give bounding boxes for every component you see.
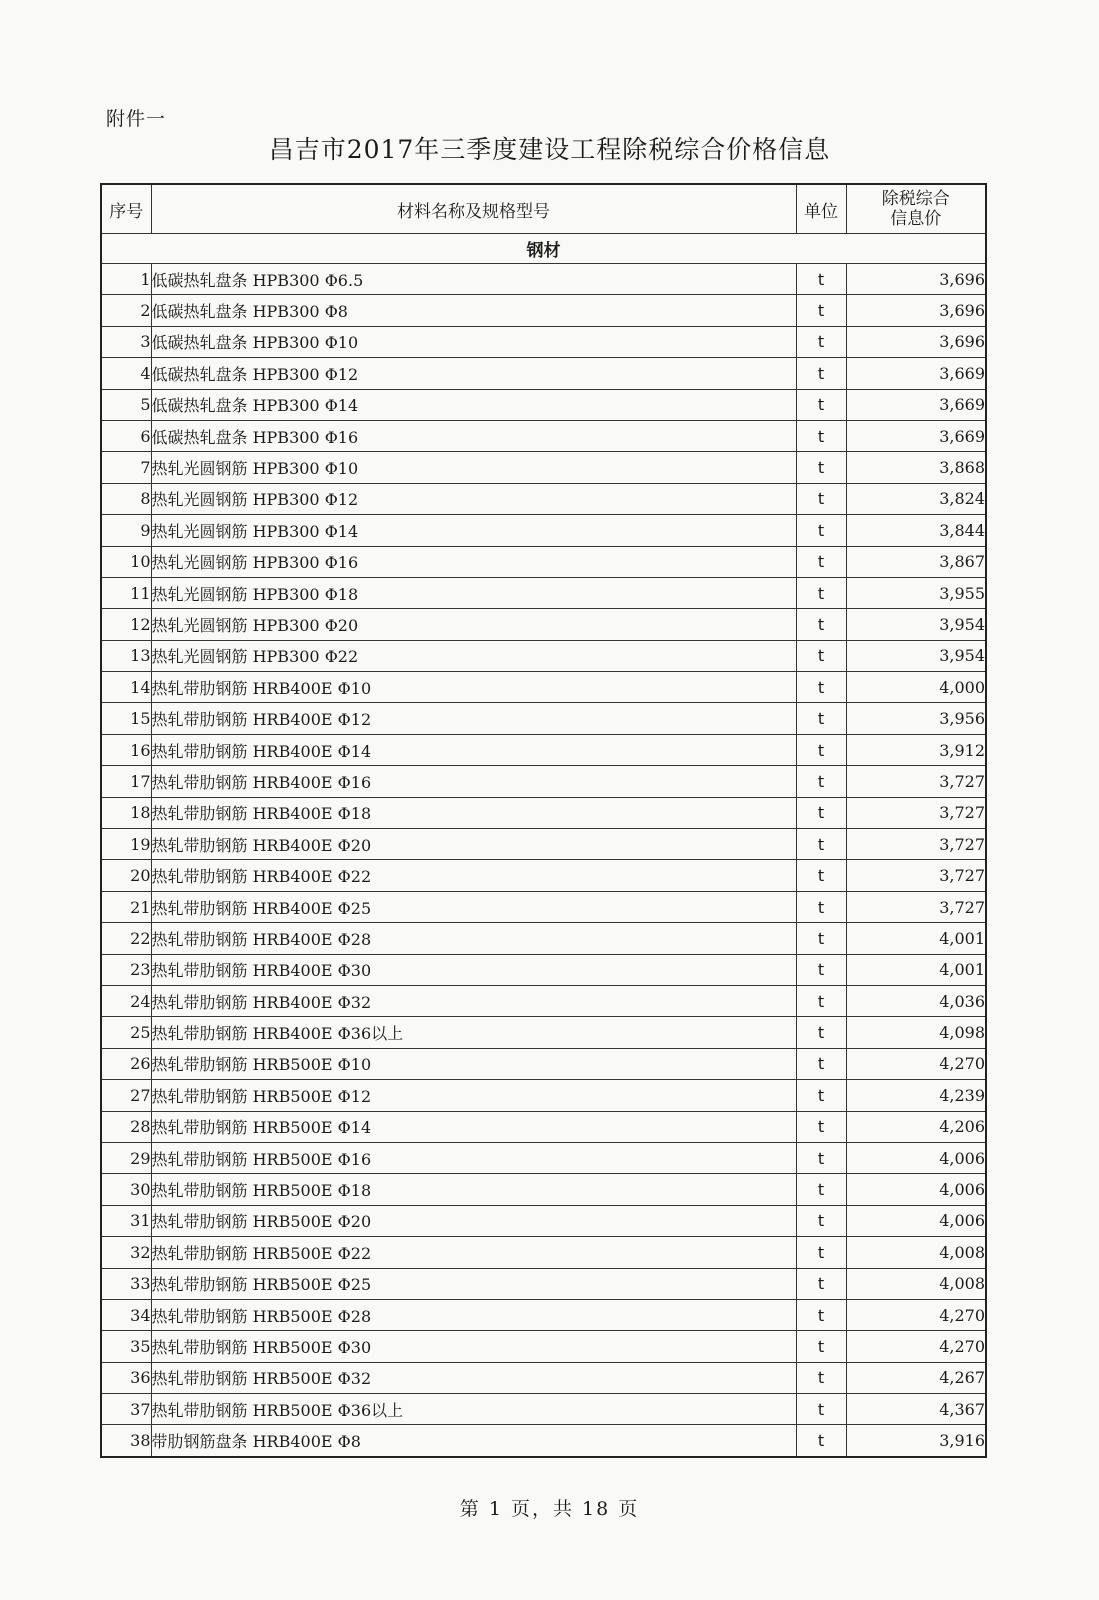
cell-price: 4,008 bbox=[846, 1268, 986, 1299]
attachment-label: 附件一 bbox=[106, 108, 167, 130]
category-label: 钢材 bbox=[101, 234, 986, 264]
table-row bbox=[101, 640, 986, 671]
cell-unit: t bbox=[796, 703, 846, 734]
table-row bbox=[101, 860, 986, 891]
cell-price: 4,008 bbox=[846, 1237, 986, 1268]
cell-unit: t bbox=[796, 1017, 846, 1048]
table-row bbox=[101, 1299, 986, 1330]
table-row bbox=[101, 766, 986, 797]
cell-no: 34 bbox=[101, 1299, 151, 1330]
header-price bbox=[846, 184, 986, 234]
cell-price: 4,006 bbox=[846, 1142, 986, 1173]
table-row bbox=[101, 1111, 986, 1142]
cell-no: 28 bbox=[101, 1111, 151, 1142]
cell-price: 3,727 bbox=[846, 766, 986, 797]
cell-price: 4,267 bbox=[846, 1362, 986, 1393]
table-row bbox=[101, 1394, 986, 1425]
table-row bbox=[101, 1142, 986, 1173]
table-row bbox=[101, 452, 986, 483]
cell-unit: t bbox=[796, 1362, 846, 1393]
cell-price: 3,669 bbox=[846, 389, 986, 420]
cell-price: 3,669 bbox=[846, 420, 986, 451]
cell-name: 热轧带肋钢筋 HRB400E Φ28 bbox=[151, 923, 796, 954]
table-row bbox=[101, 1425, 986, 1457]
cell-price: 4,098 bbox=[846, 1017, 986, 1048]
cell-unit: t bbox=[796, 985, 846, 1016]
cell-name: 低碳热轧盘条 HPB300 Φ12 bbox=[151, 358, 796, 389]
cell-price: 3,954 bbox=[846, 640, 986, 671]
cell-no: 38 bbox=[101, 1425, 151, 1457]
cell-name: 热轧带肋钢筋 HRB500E Φ30 bbox=[151, 1331, 796, 1362]
cell-name: 热轧带肋钢筋 HRB400E Φ12 bbox=[151, 703, 796, 734]
cell-price: 3,956 bbox=[846, 703, 986, 734]
cell-no: 19 bbox=[101, 829, 151, 860]
cell-name: 热轧带肋钢筋 HRB400E Φ14 bbox=[151, 734, 796, 765]
cell-no: 37 bbox=[101, 1394, 151, 1425]
cell-name: 热轧光圆钢筋 HPB300 Φ10 bbox=[151, 452, 796, 483]
table-row bbox=[101, 672, 986, 703]
cell-name: 热轧带肋钢筋 HRB500E Φ28 bbox=[151, 1299, 796, 1330]
cell-no: 27 bbox=[101, 1080, 151, 1111]
table-row bbox=[101, 389, 986, 420]
cell-name: 热轧带肋钢筋 HRB500E Φ25 bbox=[151, 1268, 796, 1299]
cell-price: 4,036 bbox=[846, 985, 986, 1016]
table-row bbox=[101, 1017, 986, 1048]
cell-name: 热轧带肋钢筋 HRB400E Φ16 bbox=[151, 766, 796, 797]
cell-no: 6 bbox=[101, 420, 151, 451]
table-row bbox=[101, 358, 986, 389]
cell-unit: t bbox=[796, 829, 846, 860]
cell-no: 9 bbox=[101, 515, 151, 546]
cell-price: 3,916 bbox=[846, 1425, 986, 1457]
cell-price: 3,727 bbox=[846, 860, 986, 891]
header-unit: 单位 bbox=[796, 184, 846, 234]
cell-unit: t bbox=[796, 797, 846, 828]
cell-name: 热轧带肋钢筋 HRB400E Φ36以上 bbox=[151, 1017, 796, 1048]
cell-no: 36 bbox=[101, 1362, 151, 1393]
header-price-line2: 信息价 bbox=[890, 209, 942, 229]
table-row bbox=[101, 515, 986, 546]
header-name: 材料名称及规格型号 bbox=[151, 184, 796, 234]
table-row bbox=[101, 483, 986, 514]
table-row bbox=[101, 1174, 986, 1205]
cell-unit: t bbox=[796, 1394, 846, 1425]
cell-name: 热轧带肋钢筋 HRB400E Φ18 bbox=[151, 797, 796, 828]
cell-price: 3,912 bbox=[846, 734, 986, 765]
cell-price: 3,696 bbox=[846, 295, 986, 326]
cell-price: 4,006 bbox=[846, 1205, 986, 1236]
cell-name: 热轧光圆钢筋 HPB300 Φ18 bbox=[151, 577, 796, 608]
cell-unit: t bbox=[796, 326, 846, 357]
table-row bbox=[101, 1080, 986, 1111]
cell-unit: t bbox=[796, 1299, 846, 1330]
cell-name: 热轧带肋钢筋 HRB500E Φ22 bbox=[151, 1237, 796, 1268]
cell-price: 3,727 bbox=[846, 829, 986, 860]
cell-unit: t bbox=[796, 923, 846, 954]
table-row bbox=[101, 295, 986, 326]
cell-unit: t bbox=[796, 358, 846, 389]
cell-unit: t bbox=[796, 1142, 846, 1173]
cell-no: 13 bbox=[101, 640, 151, 671]
table-row bbox=[101, 609, 986, 640]
cell-unit: t bbox=[796, 295, 846, 326]
table-row bbox=[101, 1268, 986, 1299]
table-row bbox=[101, 923, 986, 954]
cell-name: 低碳热轧盘条 HPB300 Φ10 bbox=[151, 326, 796, 357]
category-row bbox=[101, 234, 986, 264]
cell-no: 35 bbox=[101, 1331, 151, 1362]
cell-unit: t bbox=[796, 1331, 846, 1362]
cell-name: 热轧带肋钢筋 HRB400E Φ25 bbox=[151, 891, 796, 922]
cell-unit: t bbox=[796, 1425, 846, 1457]
page-footer: 第 1 页，共 18 页 bbox=[459, 1498, 640, 1520]
cell-unit: t bbox=[796, 1268, 846, 1299]
cell-unit: t bbox=[796, 1111, 846, 1142]
cell-price: 3,696 bbox=[846, 326, 986, 357]
table-row bbox=[101, 546, 986, 577]
cell-unit: t bbox=[796, 483, 846, 514]
cell-no: 22 bbox=[101, 923, 151, 954]
cell-no: 16 bbox=[101, 734, 151, 765]
cell-no: 32 bbox=[101, 1237, 151, 1268]
cell-price: 3,727 bbox=[846, 797, 986, 828]
table-row bbox=[101, 1205, 986, 1236]
cell-name: 热轧光圆钢筋 HPB300 Φ16 bbox=[151, 546, 796, 577]
cell-no: 25 bbox=[101, 1017, 151, 1048]
cell-no: 30 bbox=[101, 1174, 151, 1205]
cell-price: 3,696 bbox=[846, 264, 986, 295]
cell-price: 3,955 bbox=[846, 577, 986, 608]
cell-unit: t bbox=[796, 515, 846, 546]
table-row bbox=[101, 420, 986, 451]
cell-name: 带肋钢筋盘条 HRB400E Φ8 bbox=[151, 1425, 796, 1457]
cell-unit: t bbox=[796, 766, 846, 797]
cell-name: 热轧带肋钢筋 HRB400E Φ20 bbox=[151, 829, 796, 860]
cell-unit: t bbox=[796, 734, 846, 765]
table-row bbox=[101, 1237, 986, 1268]
cell-price: 3,824 bbox=[846, 483, 986, 514]
cell-price: 3,954 bbox=[846, 609, 986, 640]
cell-no: 5 bbox=[101, 389, 151, 420]
cell-price: 4,206 bbox=[846, 1111, 986, 1142]
header-no: 序号 bbox=[101, 184, 151, 234]
cell-no: 31 bbox=[101, 1205, 151, 1236]
cell-name: 低碳热轧盘条 HPB300 Φ16 bbox=[151, 420, 796, 451]
cell-name: 热轧带肋钢筋 HRB500E Φ20 bbox=[151, 1205, 796, 1236]
cell-price: 4,270 bbox=[846, 1299, 986, 1330]
table-row bbox=[101, 264, 986, 295]
cell-unit: t bbox=[796, 1174, 846, 1205]
table-row bbox=[101, 1048, 986, 1079]
header-row bbox=[101, 184, 986, 234]
table-row bbox=[101, 954, 986, 985]
cell-name: 热轧带肋钢筋 HRB400E Φ22 bbox=[151, 860, 796, 891]
cell-price: 4,000 bbox=[846, 672, 986, 703]
table-row bbox=[101, 891, 986, 922]
cell-no: 20 bbox=[101, 860, 151, 891]
cell-name: 低碳热轧盘条 HPB300 Φ14 bbox=[151, 389, 796, 420]
table-row bbox=[101, 1362, 986, 1393]
cell-name: 热轧带肋钢筋 HRB500E Φ36以上 bbox=[151, 1394, 796, 1425]
cell-unit: t bbox=[796, 1048, 846, 1079]
cell-no: 3 bbox=[101, 326, 151, 357]
table-row bbox=[101, 1331, 986, 1362]
cell-name: 热轧带肋钢筋 HRB500E Φ32 bbox=[151, 1362, 796, 1393]
page-title: 昌吉市2017年三季度建设工程除税综合价格信息 bbox=[268, 135, 831, 164]
header-price-line1: 除税综合 bbox=[881, 189, 950, 209]
table-row bbox=[101, 577, 986, 608]
cell-unit: t bbox=[796, 672, 846, 703]
table-row bbox=[101, 797, 986, 828]
cell-unit: t bbox=[796, 264, 846, 295]
cell-no: 10 bbox=[101, 546, 151, 577]
cell-name: 热轧带肋钢筋 HRB400E Φ10 bbox=[151, 672, 796, 703]
cell-name: 低碳热轧盘条 HPB300 Φ8 bbox=[151, 295, 796, 326]
cell-unit: t bbox=[796, 1237, 846, 1268]
cell-unit: t bbox=[796, 420, 846, 451]
cell-unit: t bbox=[796, 640, 846, 671]
cell-name: 热轧带肋钢筋 HRB500E Φ16 bbox=[151, 1142, 796, 1173]
table-row bbox=[101, 985, 986, 1016]
cell-name: 热轧带肋钢筋 HRB400E Φ32 bbox=[151, 985, 796, 1016]
cell-no: 26 bbox=[101, 1048, 151, 1079]
cell-unit: t bbox=[796, 954, 846, 985]
cell-price: 3,844 bbox=[846, 515, 986, 546]
cell-name: 热轧带肋钢筋 HRB500E Φ12 bbox=[151, 1080, 796, 1111]
cell-name: 热轧光圆钢筋 HPB300 Φ12 bbox=[151, 483, 796, 514]
cell-no: 2 bbox=[101, 295, 151, 326]
cell-name: 热轧带肋钢筋 HRB400E Φ30 bbox=[151, 954, 796, 985]
cell-unit: t bbox=[796, 609, 846, 640]
cell-no: 21 bbox=[101, 891, 151, 922]
table-row bbox=[101, 734, 986, 765]
cell-no: 18 bbox=[101, 797, 151, 828]
cell-price: 4,270 bbox=[846, 1048, 986, 1079]
price-table bbox=[100, 183, 987, 1458]
cell-unit: t bbox=[796, 577, 846, 608]
cell-no: 8 bbox=[101, 483, 151, 514]
cell-unit: t bbox=[796, 891, 846, 922]
cell-price: 4,001 bbox=[846, 923, 986, 954]
table-row bbox=[101, 829, 986, 860]
cell-no: 7 bbox=[101, 452, 151, 483]
cell-unit: t bbox=[796, 860, 846, 891]
cell-unit: t bbox=[796, 452, 846, 483]
cell-price: 3,868 bbox=[846, 452, 986, 483]
cell-no: 14 bbox=[101, 672, 151, 703]
cell-name: 热轧光圆钢筋 HPB300 Φ14 bbox=[151, 515, 796, 546]
cell-no: 33 bbox=[101, 1268, 151, 1299]
table-row bbox=[101, 703, 986, 734]
cell-no: 11 bbox=[101, 577, 151, 608]
cell-price: 3,727 bbox=[846, 891, 986, 922]
cell-no: 4 bbox=[101, 358, 151, 389]
cell-name: 热轧带肋钢筋 HRB500E Φ14 bbox=[151, 1111, 796, 1142]
cell-unit: t bbox=[796, 546, 846, 577]
cell-no: 24 bbox=[101, 985, 151, 1016]
cell-name: 热轧光圆钢筋 HPB300 Φ22 bbox=[151, 640, 796, 671]
cell-no: 15 bbox=[101, 703, 151, 734]
cell-name: 热轧带肋钢筋 HRB500E Φ18 bbox=[151, 1174, 796, 1205]
cell-price: 4,001 bbox=[846, 954, 986, 985]
cell-price: 4,006 bbox=[846, 1174, 986, 1205]
cell-no: 17 bbox=[101, 766, 151, 797]
cell-unit: t bbox=[796, 1205, 846, 1236]
cell-price: 4,367 bbox=[846, 1394, 986, 1425]
cell-price: 4,239 bbox=[846, 1080, 986, 1111]
cell-unit: t bbox=[796, 389, 846, 420]
cell-no: 12 bbox=[101, 609, 151, 640]
cell-price: 3,867 bbox=[846, 546, 986, 577]
cell-price: 4,270 bbox=[846, 1331, 986, 1362]
cell-name: 低碳热轧盘条 HPB300 Φ6.5 bbox=[151, 264, 796, 295]
cell-no: 29 bbox=[101, 1142, 151, 1173]
cell-name: 热轧带肋钢筋 HRB500E Φ10 bbox=[151, 1048, 796, 1079]
table-row bbox=[101, 326, 986, 357]
cell-unit: t bbox=[796, 1080, 846, 1111]
cell-no: 1 bbox=[101, 264, 151, 295]
cell-name: 热轧光圆钢筋 HPB300 Φ20 bbox=[151, 609, 796, 640]
cell-no: 23 bbox=[101, 954, 151, 985]
cell-price: 3,669 bbox=[846, 358, 986, 389]
